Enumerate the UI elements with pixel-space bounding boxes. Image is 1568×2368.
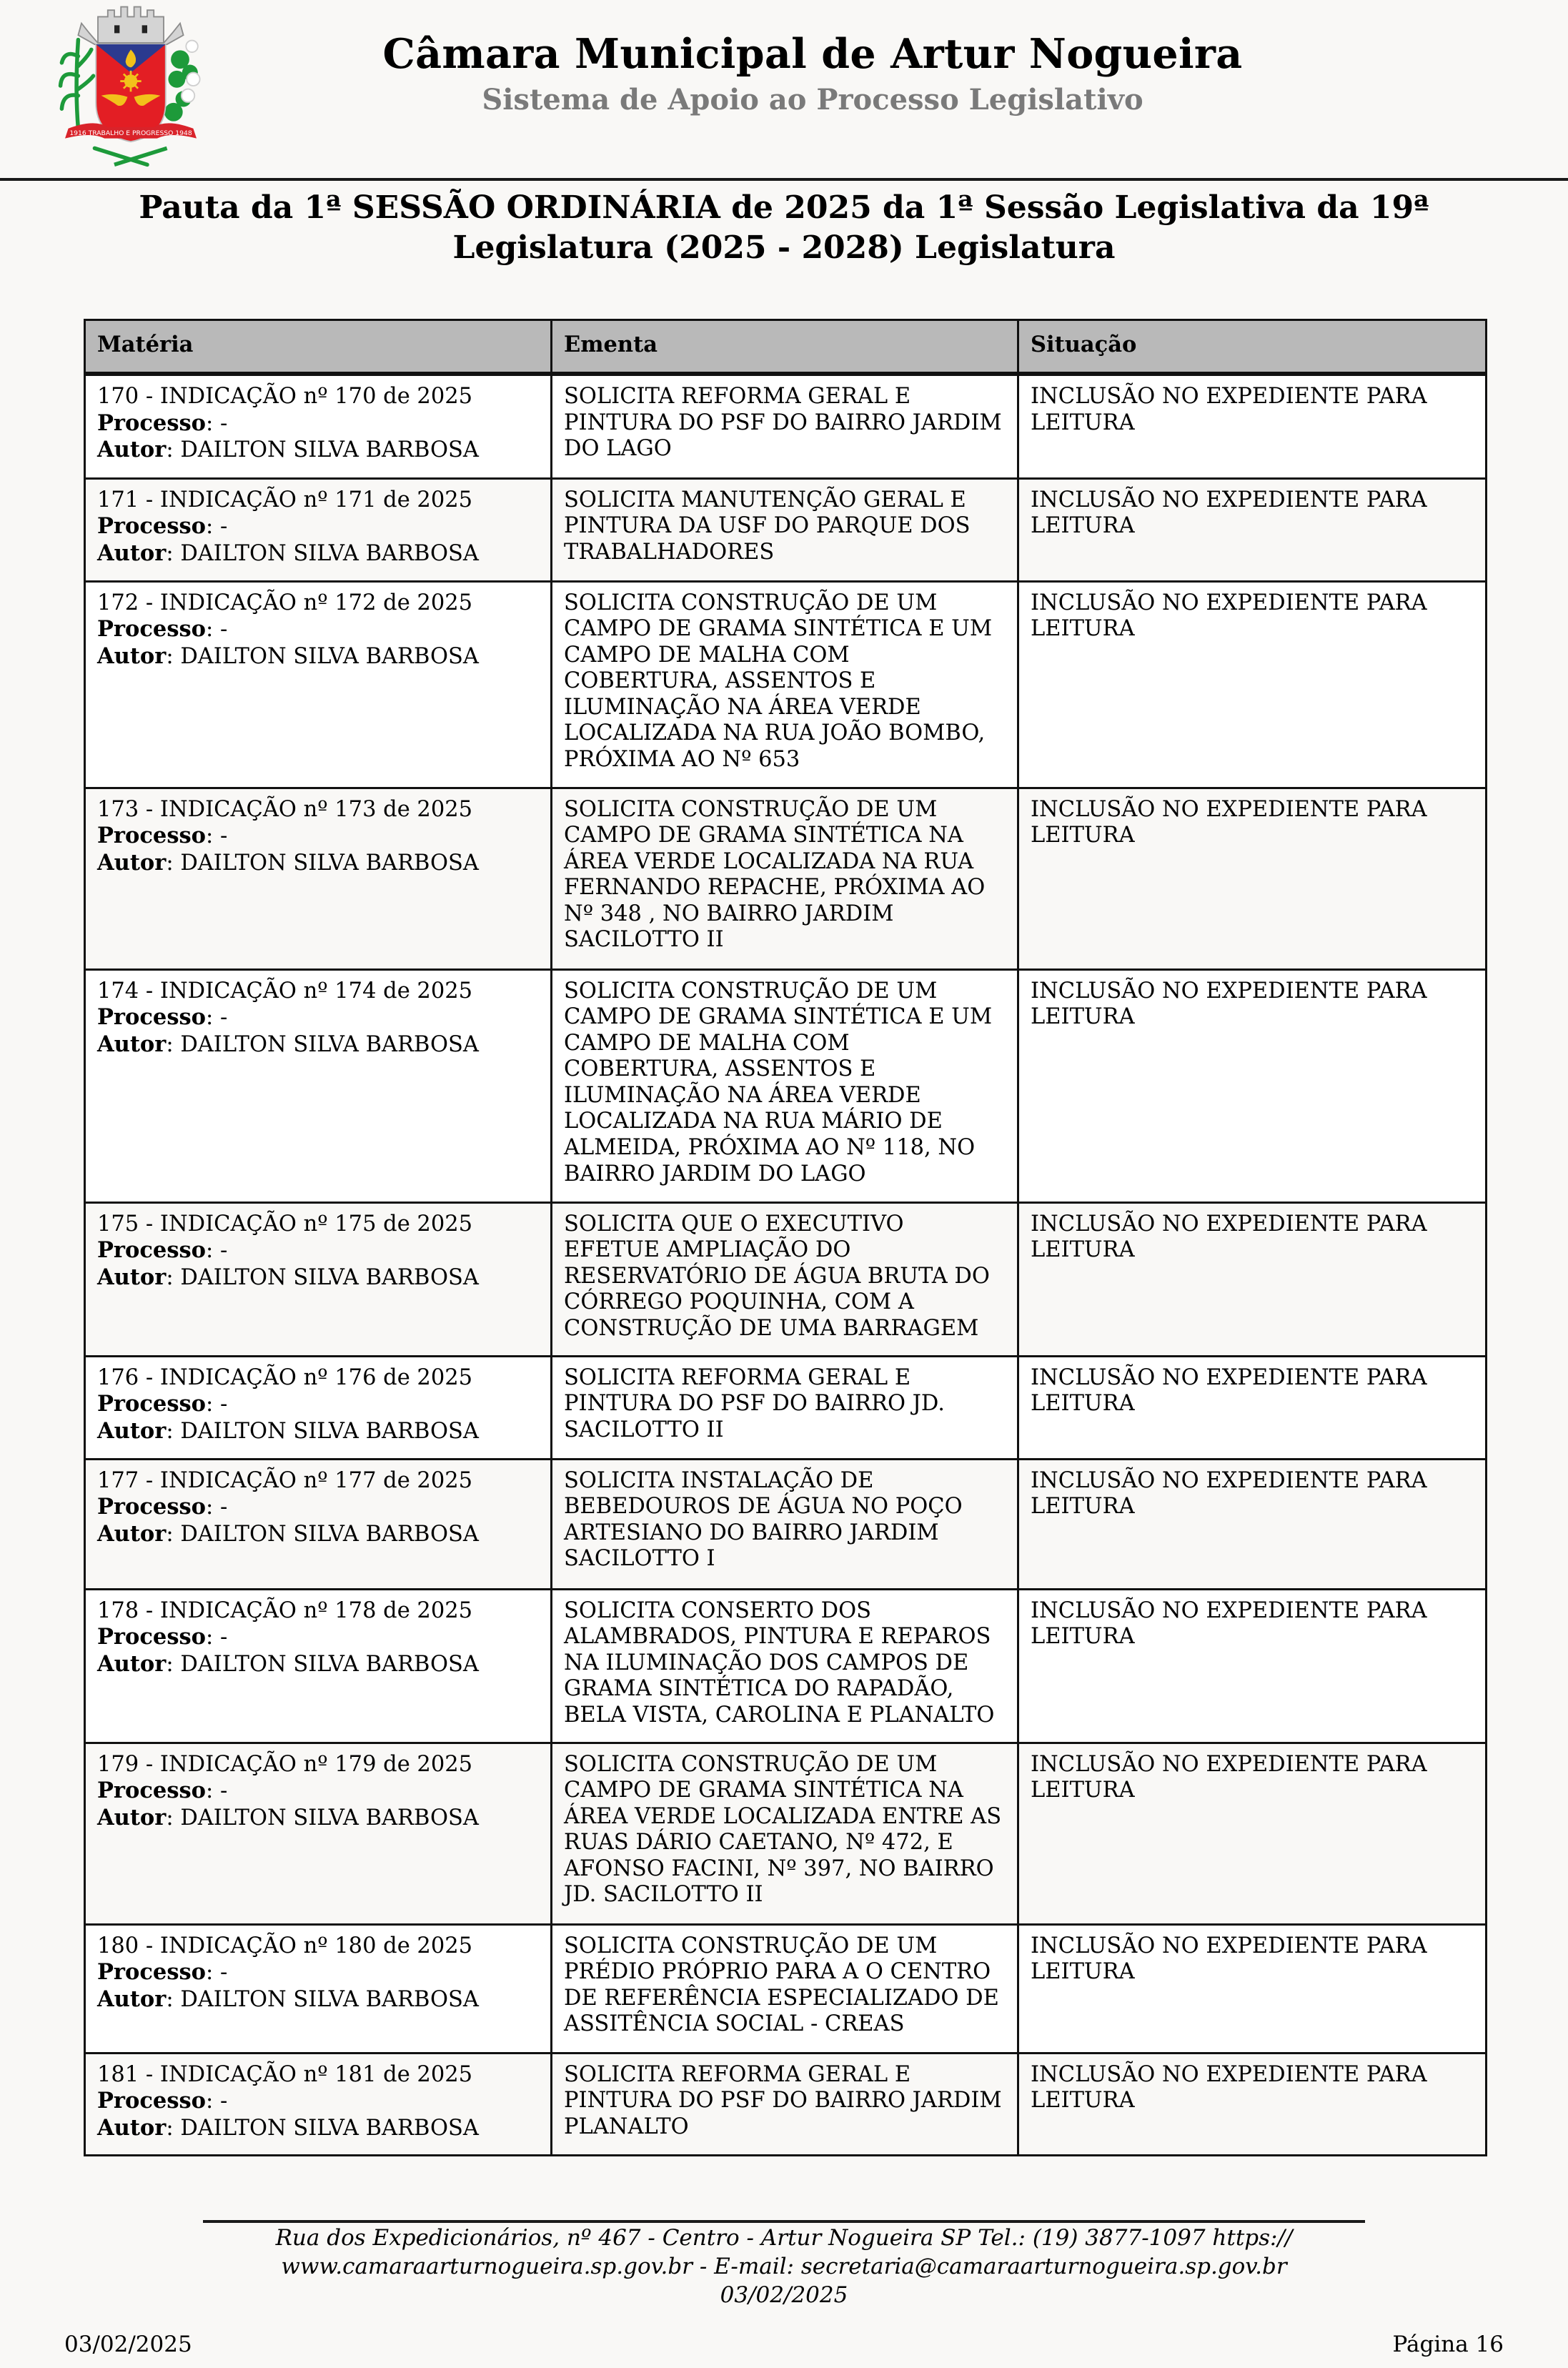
processo-value: - [220, 514, 228, 540]
autor-line: Autor: DAILTON SILVA BARBOSA [97, 437, 479, 463]
table-row [85, 478, 1487, 581]
autor-line: Autor: DAILTON SILVA BARBOSA [97, 1650, 479, 1677]
materia-title: 176 - INDICAÇÃO nº 176 de 2025 [97, 1364, 473, 1390]
processo-value: - [220, 1778, 228, 1804]
materia-title: 171 - INDICAÇÃO nº 171 de 2025 [97, 487, 473, 512]
materia-title: 181 - INDICAÇÃO nº 181 de 2025 [97, 2061, 473, 2087]
autor-label: Autor [97, 1417, 167, 1444]
footer-address-line-1: Rua dos Expedicionários, nº 467 - Centro - Artur Nogueira SP Tel.: (19) 3877-1097 https:// [275, 2225, 1293, 2251]
autor-line: Autor: DAILTON SILVA BARBOSA [97, 1417, 479, 1444]
autor-label: Autor [97, 1031, 167, 1057]
processo-label: Processo [97, 1959, 207, 1986]
materia-title: 180 - INDICAÇÃO nº 180 de 2025 [97, 1933, 473, 1958]
processo-value: - [220, 2089, 228, 2114]
materia-cell [85, 1589, 552, 1743]
processo-line: Processo: - [97, 616, 228, 643]
processo-line: Processo: - [97, 1494, 228, 1520]
table-row [85, 581, 1487, 788]
situacao-cell: INCLUSÃO NO EXPEDIENTE PARA LEITURA [1018, 581, 1487, 788]
processo-label: Processo [97, 616, 207, 643]
autor-label: Autor [97, 1986, 167, 2012]
materia-title: 173 - INDICAÇÃO nº 173 de 2025 [97, 796, 473, 822]
processo-label: Processo [97, 1624, 207, 1650]
header-divider [0, 178, 1568, 181]
materia-title: 179 - INDICAÇÃO nº 179 de 2025 [97, 1751, 473, 1777]
situacao-cell: INCLUSÃO NO EXPEDIENTE PARA LEITURA [1018, 374, 1487, 478]
autor-line: Autor: DAILTON SILVA BARBOSA [97, 849, 479, 876]
ementa-cell: SOLICITA CONSTRUÇÃO DE UM CAMPO DE GRAMA SINTÉTICA NA ÁREA VERDE LOCALIZADA ENTRE AS RUAS DÁRIO CAETANO, Nº 472, E AFONSO FACINI, Nº 397, NO BAIRRO JD. SACILOTTO II [552, 1743, 1018, 1924]
autor-line: Autor: DAILTON SILVA BARBOSA [97, 1264, 479, 1290]
autor-value: DAILTON SILVA BARBOSA [180, 437, 479, 463]
processo-line: Processo: - [97, 2088, 228, 2114]
autor-value: DAILTON SILVA BARBOSA [180, 1651, 479, 1677]
ementa-cell: SOLICITA CONSTRUÇÃO DE UM CAMPO DE GRAMA SINTÉTICA E UM CAMPO DE MALHA COM COBERTURA, ASSENTOS E ILUMINAÇÃO NA ÁREA VERDE LOCALIZADA NA RUA MÁRIO DE ALMEIDA, PRÓXIMA AO Nº 118, NO BAIRRO JARDIM DO LAGO [552, 969, 1018, 1202]
autor-value: DAILTON SILVA BARBOSA [180, 1521, 479, 1547]
materia-title: 177 - INDICAÇÃO nº 177 de 2025 [97, 1467, 473, 1493]
table-row [85, 374, 1487, 478]
table-row [85, 1459, 1487, 1589]
processo-line: Processo: - [97, 1959, 228, 1986]
materia-cell [85, 2053, 552, 2155]
table-row [85, 2053, 1487, 2155]
autor-line: Autor: DAILTON SILVA BARBOSA [97, 2114, 479, 2141]
document-title [71, 188, 1497, 268]
materia-cell [85, 581, 552, 788]
ementa-cell: SOLICITA INSTALAÇÃO DE BEBEDOUROS DE ÁGUA NO POÇO ARTESIANO DO BAIRRO JARDIM SACILOTTO I [552, 1459, 1018, 1589]
materia-cell [85, 1202, 552, 1356]
autor-line: Autor: DAILTON SILVA BARBOSA [97, 1986, 479, 2012]
autor-line: Autor: DAILTON SILVA BARBOSA [97, 540, 479, 566]
table-header-row [85, 320, 1487, 375]
ementa-cell: SOLICITA CONSTRUÇÃO DE UM PRÉDIO PRÓPRIO PARA A O CENTRO DE REFERÊNCIA ESPECIALIZADO DE ASSITÊNCIA SOCIAL - CREAS [552, 1924, 1018, 2053]
processo-label: Processo [97, 1391, 207, 1417]
processo-line: Processo: - [97, 1237, 228, 1264]
materia-cell [85, 1924, 552, 2053]
materia-cell [85, 788, 552, 969]
processo-line: Processo: - [97, 513, 228, 540]
situacao-cell: INCLUSÃO NO EXPEDIENTE PARA LEITURA [1018, 1202, 1487, 1356]
processo-value: - [220, 823, 228, 849]
table-row [85, 1589, 1487, 1743]
processo-value: - [220, 617, 228, 643]
footer-address [203, 2224, 1365, 2309]
autor-value: DAILTON SILVA BARBOSA [180, 1805, 479, 1831]
situacao-cell: INCLUSÃO NO EXPEDIENTE PARA LEITURA [1018, 2053, 1487, 2155]
materia-title: 170 - INDICAÇÃO nº 170 de 2025 [97, 384, 473, 409]
situacao-cell: INCLUSÃO NO EXPEDIENTE PARA LEITURA [1018, 1356, 1487, 1459]
autor-value: DAILTON SILVA BARBOSA [180, 1264, 479, 1290]
materia-title: 175 - INDICAÇÃO nº 175 de 2025 [97, 1211, 473, 1237]
situacao-cell: INCLUSÃO NO EXPEDIENTE PARA LEITURA [1018, 1459, 1487, 1589]
autor-line: Autor: DAILTON SILVA BARBOSA [97, 1520, 479, 1547]
materia-cell [85, 1459, 552, 1589]
situacao-cell: INCLUSÃO NO EXPEDIENTE PARA LEITURA [1018, 1589, 1487, 1743]
situacao-cell: INCLUSÃO NO EXPEDIENTE PARA LEITURA [1018, 1924, 1487, 2053]
autor-label: Autor [97, 1804, 167, 1831]
pauta-table [84, 319, 1487, 2156]
table-row [85, 969, 1487, 1202]
materia-cell [85, 478, 552, 581]
processo-label: Processo [97, 1004, 207, 1031]
processo-value: - [220, 410, 228, 436]
processo-line: Processo: - [97, 823, 228, 849]
processo-line: Processo: - [97, 1391, 228, 1417]
processo-label: Processo [97, 410, 207, 436]
processo-line: Processo: - [97, 410, 228, 436]
autor-label: Autor [97, 437, 167, 463]
ementa-cell: SOLICITA CONSTRUÇÃO DE UM CAMPO DE GRAMA SINTÉTICA E UM CAMPO DE MALHA COM COBERTURA, ASSENTOS E ILUMINAÇÃO NA ÁREA VERDE LOCALIZADA NA RUA JOÃO BOMBO, PRÓXIMA AO Nº 653 [552, 581, 1018, 788]
footer-center-date: 03/02/2025 [720, 2282, 848, 2308]
autor-value: DAILTON SILVA BARBOSA [180, 1986, 479, 2012]
footer-address-line-2: www.camaraarturnogueira.sp.gov.br - E-mail: secretaria@camaraarturnogueira.sp.gov.br [281, 2254, 1287, 2279]
processo-label: Processo [97, 1237, 207, 1264]
footer-divider [203, 2220, 1365, 2223]
table-row [85, 788, 1487, 969]
table-row [85, 1743, 1487, 1924]
autor-line: Autor: DAILTON SILVA BARBOSA [97, 643, 479, 669]
column-header-ementa: Ementa [552, 320, 1018, 375]
table-row [85, 1202, 1487, 1356]
autor-line: Autor: DAILTON SILVA BARBOSA [97, 1031, 479, 1057]
ementa-cell: SOLICITA CONSTRUÇÃO DE UM CAMPO DE GRAMA SINTÉTICA NA ÁREA VERDE LOCALIZADA NA RUA FERNANDO REPACHE, PRÓXIMA AO Nº 348 , NO BAIRRO JARDIM SACILOTTO II [552, 788, 1018, 969]
processo-value: - [220, 1392, 228, 1417]
autor-line: Autor: DAILTON SILVA BARBOSA [97, 1804, 479, 1831]
materia-cell [85, 1743, 552, 1924]
processo-value: - [220, 1495, 228, 1520]
page-number: Página 16 [1392, 2332, 1504, 2357]
situacao-cell: INCLUSÃO NO EXPEDIENTE PARA LEITURA [1018, 788, 1487, 969]
processo-value: - [220, 1238, 228, 1264]
ementa-cell: SOLICITA REFORMA GERAL E PINTURA DO PSF DO BAIRRO JARDIM DO LAGO [552, 374, 1018, 478]
institution-title: Câmara Municipal de Artur Nogueira [382, 30, 1243, 78]
processo-line: Processo: - [97, 1004, 228, 1031]
processo-line: Processo: - [97, 1624, 228, 1650]
processo-value: - [220, 1960, 228, 1986]
autor-label: Autor [97, 1264, 167, 1290]
autor-value: DAILTON SILVA BARBOSA [180, 850, 479, 876]
autor-label: Autor [97, 1650, 167, 1677]
autor-value: DAILTON SILVA BARBOSA [180, 2115, 479, 2141]
processo-label: Processo [97, 1494, 207, 1520]
ementa-cell: SOLICITA REFORMA GERAL E PINTURA DO PSF DO BAIRRO JARDIM PLANALTO [552, 2053, 1018, 2155]
autor-value: DAILTON SILVA BARBOSA [180, 1031, 479, 1057]
situacao-cell: INCLUSÃO NO EXPEDIENTE PARA LEITURA [1018, 478, 1487, 581]
autor-value: DAILTON SILVA BARBOSA [180, 1418, 479, 1444]
autor-label: Autor [97, 643, 167, 669]
materia-title: 172 - INDICAÇÃO nº 172 de 2025 [97, 590, 473, 615]
processo-line: Processo: - [97, 1778, 228, 1804]
table-row [85, 1924, 1487, 2053]
column-header-situacao: Situação [1018, 320, 1487, 375]
processo-label: Processo [97, 513, 207, 540]
ementa-cell: SOLICITA MANUTENÇÃO GERAL E PINTURA DA USF DO PARQUE DOS TRABALHADORES [552, 478, 1018, 581]
crest-banner-text: 1916 TRABALHO E PROGRESSO 1948 [69, 129, 192, 137]
situacao-cell: INCLUSÃO NO EXPEDIENTE PARA LEITURA [1018, 1743, 1487, 1924]
processo-value: - [220, 1005, 228, 1031]
autor-label: Autor [97, 540, 167, 566]
ementa-cell: SOLICITA CONSERTO DOS ALAMBRADOS, PINTURA E REPAROS NA ILUMINAÇÃO DOS CAMPOS DE GRAMA SINTÉTICA DO RAPADÃO, BELA VISTA, CAROLINA E PLANALTO [552, 1589, 1018, 1743]
situacao-cell: INCLUSÃO NO EXPEDIENTE PARA LEITURA [1018, 969, 1487, 1202]
processo-label: Processo [97, 823, 207, 849]
processo-label: Processo [97, 2088, 207, 2114]
document-title-line-2: Legislatura (2025 - 2028) Legislatura [452, 229, 1116, 266]
autor-value: DAILTON SILVA BARBOSA [180, 540, 479, 566]
materia-cell [85, 969, 552, 1202]
document-title-line-1: Pauta da 1ª SESSÃO ORDINÁRIA de 2025 da 1ª Sessão Legislativa da 19ª [139, 189, 1429, 226]
processo-value: - [220, 1625, 228, 1650]
autor-label: Autor [97, 2114, 167, 2141]
institution-subtitle: Sistema de Apoio ao Processo Legislativo [482, 83, 1143, 117]
ementa-cell: SOLICITA REFORMA GERAL E PINTURA DO PSF DO BAIRRO JD. SACILOTTO II [552, 1356, 1018, 1459]
materia-cell [85, 374, 552, 478]
table-row [85, 1356, 1487, 1459]
ementa-cell: SOLICITA QUE O EXECUTIVO EFETUE AMPLIAÇÃO DO RESERVATÓRIO DE ÁGUA BRUTA DO CÓRREGO POQUINHA, COM A CONSTRUÇÃO DE UMA BARRAGEM [552, 1202, 1018, 1356]
autor-value: DAILTON SILVA BARBOSA [180, 643, 479, 669]
autor-label: Autor [97, 1520, 167, 1547]
materia-title: 174 - INDICAÇÃO nº 174 de 2025 [97, 978, 473, 1004]
materia-cell [85, 1356, 552, 1459]
materia-title: 178 - INDICAÇÃO nº 178 de 2025 [97, 1597, 473, 1623]
autor-label: Autor [97, 849, 167, 876]
column-header-materia: Matéria [85, 320, 552, 375]
footer-date: 03/02/2025 [64, 2332, 192, 2357]
processo-label: Processo [97, 1778, 207, 1804]
